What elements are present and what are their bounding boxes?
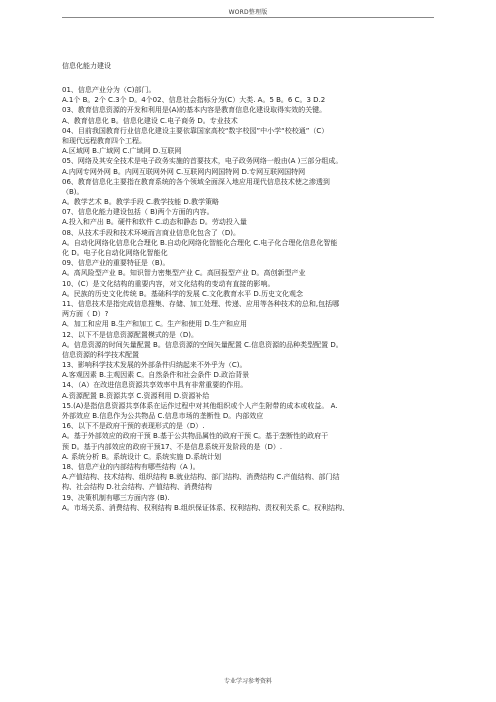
document-body [62, 85, 438, 513]
text-line: 01、信息产业分为（C)部门。 [62, 86, 156, 94]
text-line: 08、从技术手段和技术环境而言商业信息化包含了（D)。 [62, 228, 241, 237]
text-line: 预 D。基于内部效应的政府干预17、不是信息系统开发阶段的是（D）. [62, 442, 283, 451]
text-line: A. 系统分析 B。系统设计 C。系统实施 D.系统计划 [62, 452, 222, 461]
text-line: 和现代远程教育四个工程。 [62, 136, 146, 145]
text-line: A、教育信息化 B。信息化建设 C.电子商务 D。专业技术 [62, 116, 238, 125]
text-line: （B)。 [62, 187, 84, 196]
text-line: A。基于外部效应的政府干预 B.基于公共物品属性的政府干预 C。基于垄断性的政府干 [62, 432, 329, 441]
text-line: A。民族的历史文化传统 B。基础科学的发展 C.文化教育水平 D.历史文化观念 [62, 289, 303, 298]
text-line: 化 D。电子化自动化网络化智能化 [62, 249, 168, 257]
text-line: A.区域网 B.广域网 C.广域网 D.互联网 [62, 147, 182, 156]
text-line: 03、教育信息资源的开发和利用是(A)的基本内容是教育信息化建设取得实效的关键。 [62, 106, 327, 115]
text-line: A.投入和产出 B。硬件和软件 C.动态和静态 D。劳动投入量 [62, 218, 247, 227]
text-line: 18、信息产业的内部结构有哪些结构（A )。 [62, 462, 200, 471]
header-divider [62, 17, 434, 18]
text-line: 11、信息技术是指完成信息搜集、存储、加工处理、传递、应用等各种技术的总和,包括哪 [62, 299, 340, 308]
page-header: WORD整理版 [228, 9, 268, 16]
text-line: 信息资源的科学技术配置 [62, 350, 139, 359]
text-line: A．加工和应用 B.生产和加工 C。生产和使用 D.生产和应用 [62, 320, 247, 329]
text-line: 19、决策机制有哪三方面内容 (B). [62, 493, 170, 502]
text-line: 04、目前我国教育行业信息化建设主要依靠国家高校“数字校园”中小学“校校通”（C） [62, 126, 329, 135]
text-line: 16、以下不是政府干预的表现形式的是（D）. [62, 422, 205, 431]
text-line: 10、(C）是文化结构的重要内容，对文化结构的变动有直接的影响。 [62, 279, 275, 288]
text-line: A.资源配置 B.资源共享 C.资源利用 D.资源补给 [62, 391, 210, 400]
text-line: A.客观因素 B.主观因素 C。自然条件和社会条件 D.政治背景 [62, 371, 250, 380]
text-line: A。自动化网络化信息化合理化 B.自动化网络化智能化合理化 C.电子化合理化信息化智能 [62, 238, 338, 247]
text-line: A。市场关系、消费结构、权利结构 B.组织保证体系、权利结构、责权利关系 C。权利结构、 [62, 503, 350, 512]
text-line: 15.(A)是指信息资源共享体系在运作过程中对其他组织或个人产生附带的成本或收益。 A. [62, 401, 338, 410]
text-line: 09、信息产业的重要特征是（B)。 [62, 259, 170, 268]
text-line: A。教学艺术 B。教学手段 C.教学技能 D.教学策略 [62, 198, 219, 207]
text-line: A.内网专网外网 B。内网互联网外网 C.互联网内网国特网 D.专网互联网国特网 [62, 167, 306, 176]
text-line: A。高风险型产业 B。知识智力密集型产业 C。高回报型产业 D。高创新型产业 [62, 269, 306, 278]
text-line: 12、以下不是信息资源配置模式的是（D)。 [62, 330, 199, 339]
page-footer: 专业学习参考资料 [223, 678, 272, 685]
text-line: 构、社会结构 D.社会结构、产值结构、消费结构 [62, 483, 212, 492]
text-line: 13、影响科学技术发展的外部条件归纳起来不外乎为（C)。 [62, 361, 247, 370]
text-line: 06、教育信息化主要指在教育系统的各个领域全面深入地应用现代信息技术使之渗透到 [62, 177, 330, 186]
text-line: A.1个 B。2个 C.3个 D。4个02、信息社会指标分为(C）大类. A。5 B。6 C。3 D.2 [62, 96, 326, 105]
text-line: 05、网络及其安全技术是电子政务实施的首要技术，电子政务网络一般由(A )三部分组成。 [62, 157, 343, 166]
text-line: 外部效应 B.信息作为公共物品 C.信息市场的垄断性 D。内部效应 [62, 412, 264, 420]
text-line: A.产值结构、技术结构、组织结构 B.就业结构、部门结构、消费结构 C.产值结构、部门结 [62, 473, 340, 482]
document-title: 信息化能力建设 [62, 62, 111, 70]
text-line: 07、信息化能力建设包括（ B)两个方面的内容。 [62, 208, 214, 217]
text-line: 两方面（ D）? [62, 310, 109, 319]
text-line: A。信息资源的时间矢量配置 B。信息资源的空间矢量配置 C.信息资源的品种类型配置 D。 [62, 340, 343, 349]
text-line: 14、（A）在改进信息资源共享效率中具有非常重要的作用。 [62, 381, 248, 390]
